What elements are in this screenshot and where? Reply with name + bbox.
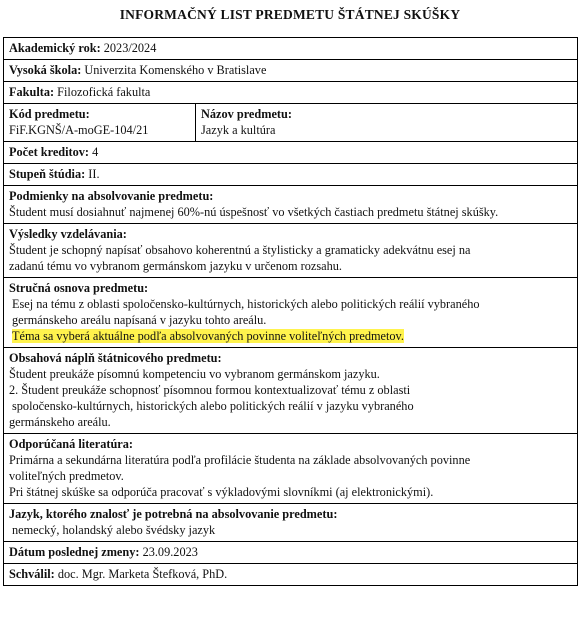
language-value: nemecký, holandský alebo švédsky jazyk <box>12 523 216 537</box>
last-change-label: Dátum poslednej zmeny: <box>9 545 140 559</box>
outcomes-label: Výsledky vzdelávania: <box>9 227 127 241</box>
content-row <box>4 348 577 434</box>
course-code-name-row <box>4 104 577 142</box>
course-code-label: Kód predmetu: <box>9 107 90 121</box>
content-line: germánskeho areálu. <box>9 415 111 429</box>
outcomes-line: Študent je schopný napísať obsahovo koherentnú a štylisticky a gramaticky adekvátnu esej na <box>9 243 471 257</box>
outline-row <box>4 278 577 348</box>
course-name-cell <box>196 104 577 141</box>
outline-line: germánskeho areálu napísaná v jazyku tohto areálu. <box>12 313 267 327</box>
faculty-row <box>4 82 577 104</box>
last-change-value: 23.09.2023 <box>142 545 198 559</box>
outline-line: Esej na tému z oblasti spoločensko-kultúrnych, historických alebo politických reálií vybraného <box>12 297 480 311</box>
course-info-form <box>3 37 578 586</box>
approved-by-value: doc. Mgr. Marketa Štefková, PhD. <box>57 567 228 581</box>
literature-line: Primárna a sekundárna literatúra podľa profilácie študenta na základe absolvovaných povinne <box>9 453 471 467</box>
content-label: Obsahová náplň štátnicového predmetu: <box>9 351 222 365</box>
approved-by-row <box>4 564 577 586</box>
content-line: 2. Študent preukáže schopnosť písomnou formou kontextualizovať tému z oblasti <box>9 383 411 397</box>
study-level-label: Stupeň štúdia: <box>9 167 86 181</box>
last-change-row <box>4 542 577 564</box>
conditions-row <box>4 186 577 224</box>
outcomes-line: zadanú tému vo vybranom germánskom jazyku v určenom rozsahu. <box>9 259 342 273</box>
outline-highlighted-line: Téma sa vyberá aktuálne podľa absolvovaných povinne voliteľných predmetov. <box>12 329 404 343</box>
academic-year-value: 2023/2024 <box>103 41 157 55</box>
content-line: Študent preukáže písomnú kompetenciu vo vybranom germánskom jazyku. <box>9 367 380 381</box>
approved-by-label: Schválil: <box>9 567 55 581</box>
credits-value: 4 <box>92 145 99 159</box>
academic-year-label: Akademický rok: <box>9 41 101 55</box>
language-label: Jazyk, ktorého znalosť je potrebná na absolvovanie predmetu: <box>9 507 338 521</box>
credits-row <box>4 142 577 164</box>
university-label: Vysoká škola: <box>9 63 82 77</box>
university-value: Univerzita Komenského v Bratislave <box>84 63 267 77</box>
literature-line: Pri štátnej skúške sa odporúča pracovať s výkladovými slovníkmi (aj elektronickými). <box>9 485 434 499</box>
academic-year-row <box>4 38 577 60</box>
credits-label: Počet kreditov: <box>9 145 90 159</box>
outcomes-row <box>4 224 577 278</box>
literature-row <box>4 434 577 504</box>
course-code-cell <box>4 104 196 141</box>
content-line: spoločensko-kultúrnych, historických alebo politických reálií v jazyku vybraného <box>12 399 414 413</box>
document-title: INFORMAČNÝ LIST PREDMETU ŠTÁTNEJ SKÚŠKY <box>119 7 461 22</box>
outline-label: Stručná osnova predmetu: <box>9 281 149 295</box>
faculty-label: Fakulta: <box>9 85 55 99</box>
language-row <box>4 504 577 542</box>
study-level-row <box>4 164 577 186</box>
literature-line: voliteľných predmetov. <box>9 469 124 483</box>
course-name-label: Názov predmetu: <box>201 107 292 121</box>
literature-label: Odporúčaná literatúra: <box>9 437 133 451</box>
faculty-value: Filozofická fakulta <box>57 85 151 99</box>
conditions-text: Študent musí dosiahnuť najmenej 60%-nú úspešnosť vo všetkých častiach predmetu štátnej skúšky. <box>9 205 499 219</box>
course-code-value: FiF.KGNŠ/A-moGE-104/21 <box>9 123 149 137</box>
conditions-label: Podmienky na absolvovanie predmetu: <box>9 189 214 203</box>
course-name-value: Jazyk a kultúra <box>201 123 276 137</box>
study-level-value: II. <box>88 167 100 181</box>
university-row <box>4 60 577 82</box>
